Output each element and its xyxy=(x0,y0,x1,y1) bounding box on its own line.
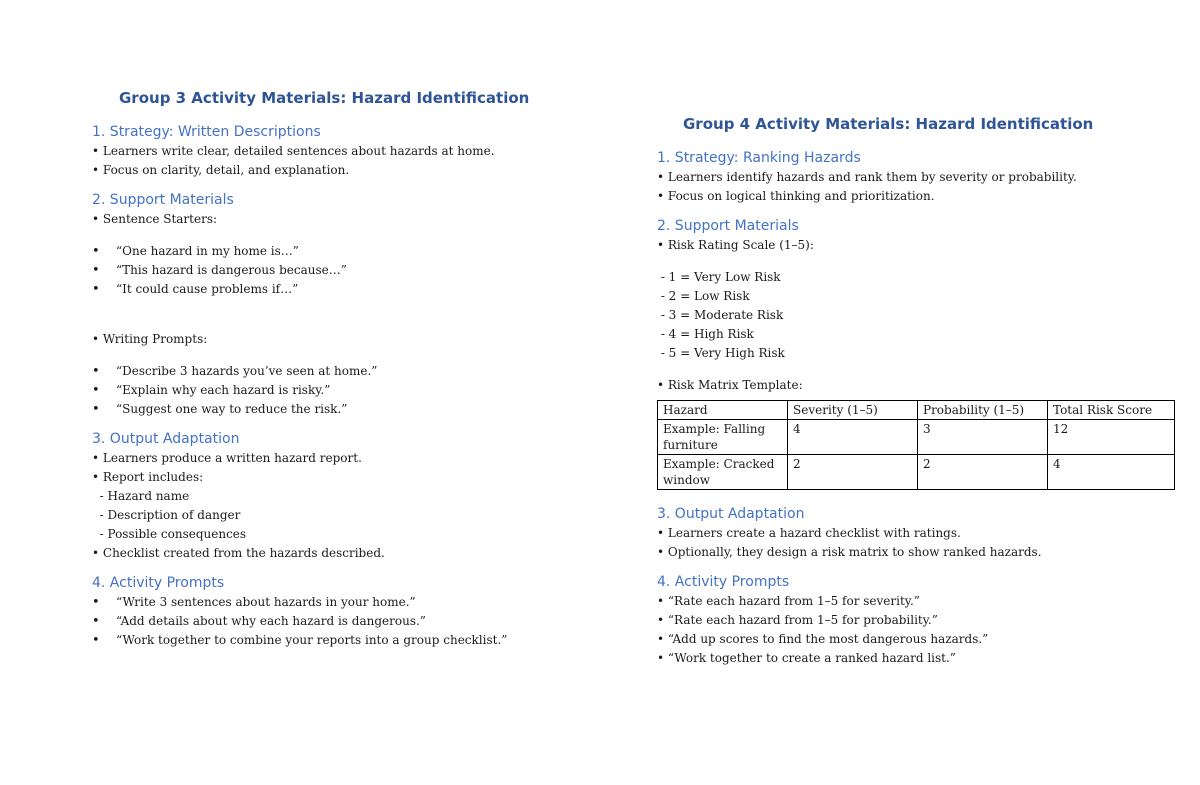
list-item: • “Write 3 sentences about hazards in your home.” xyxy=(92,593,612,612)
risk-scale-item: - 1 = Very Low Risk xyxy=(657,270,781,284)
activity-prompts-list xyxy=(92,593,612,650)
list-item: • “Explain why each hazard is risky.” xyxy=(92,381,612,400)
group4-column xyxy=(657,114,1177,668)
group4-output-line: • Learners create a hazard checklist with ratings. xyxy=(657,526,961,540)
table-cell: 3 xyxy=(918,420,1048,455)
writing-prompts-list xyxy=(92,362,612,419)
group4-support-heading: 2. Support Materials xyxy=(657,218,799,234)
group4-activity-heading: 4. Activity Prompts xyxy=(657,574,790,590)
group4-output-heading: 3. Output Adaptation xyxy=(657,506,805,522)
table-header-row xyxy=(658,401,1175,420)
group3-title: Group 3 Activity Materials: Hazard Identification xyxy=(119,89,530,107)
group3-output-heading: 3. Output Adaptation xyxy=(92,431,240,447)
list-item: • “Work together to combine your reports into a group checklist.” xyxy=(92,631,612,650)
table-cell: 4 xyxy=(788,420,918,455)
table-cell: 2 xyxy=(788,455,918,490)
risk-scale-item: - 3 = Moderate Risk xyxy=(657,308,784,322)
group3-output-line: • Learners produce a written hazard report. xyxy=(92,451,362,465)
table-cell: Example: Falling furniture xyxy=(658,420,788,455)
table-header-cell: Total Risk Score xyxy=(1048,401,1175,420)
list-item: • “Suggest one way to reduce the risk.” xyxy=(92,400,612,419)
table-header-cell: Severity (1–5) xyxy=(788,401,918,420)
group4-activity-line: • “Add up scores to find the most dangerous hazards.” xyxy=(657,632,989,646)
risk-scale-label: • Risk Rating Scale (1–5): xyxy=(657,238,814,252)
group3-output-line: - Possible consequences xyxy=(92,527,247,541)
group4-title: Group 4 Activity Materials: Hazard Identification xyxy=(683,115,1094,133)
group3-activity-heading: 4. Activity Prompts xyxy=(92,575,225,591)
table-cell: 12 xyxy=(1048,420,1175,455)
writing-prompts-label: • Writing Prompts: xyxy=(92,332,208,346)
group3-output-line: - Hazard name xyxy=(92,489,190,503)
group3-strategy-line: • Focus on clarity, detail, and explanation. xyxy=(92,163,350,177)
group4-output-line: • Optionally, they design a risk matrix to show ranked hazards. xyxy=(657,545,1042,559)
group3-strategy-line: • Learners write clear, detailed sentences about hazards at home. xyxy=(92,144,495,158)
group4-activity-line: • “Rate each hazard from 1–5 for probability.” xyxy=(657,613,938,627)
table-cell: 2 xyxy=(918,455,1048,490)
risk-scale-item: - 2 = Low Risk xyxy=(657,289,750,303)
table-header-cell: Hazard xyxy=(658,401,788,420)
group3-support-heading: 2. Support Materials xyxy=(92,192,234,208)
group4-strategy-line: • Focus on logical thinking and prioritization. xyxy=(657,189,935,203)
group3-strategy-heading: 1. Strategy: Written Descriptions xyxy=(92,124,321,140)
list-item: • “One hazard in my home is…” xyxy=(92,242,612,261)
group4-strategy-line: • Learners identify hazards and rank them by severity or probability. xyxy=(657,170,1077,184)
table-cell: Example: Cracked window xyxy=(658,455,788,490)
table-cell: 4 xyxy=(1048,455,1175,490)
sentence-starters-label: • Sentence Starters: xyxy=(92,212,218,226)
table-header-cell: Probability (1–5) xyxy=(918,401,1048,420)
list-item: • “This hazard is dangerous because…” xyxy=(92,261,612,280)
list-item: • “Describe 3 hazards you’ve seen at home.” xyxy=(92,362,612,381)
table-row xyxy=(658,455,1175,490)
list-item: • “It could cause problems if…” xyxy=(92,280,612,299)
group3-output-line: • Checklist created from the hazards described. xyxy=(92,546,385,560)
risk-matrix-table xyxy=(657,400,1175,490)
group3-output-line: • Report includes: xyxy=(92,470,204,484)
group4-strategy-heading: 1. Strategy: Ranking Hazards xyxy=(657,150,861,166)
risk-scale-item: - 5 = Very High Risk xyxy=(657,346,785,360)
group3-column xyxy=(92,88,612,650)
group3-output-line: - Description of danger xyxy=(92,508,241,522)
group4-activity-line: • “Work together to create a ranked hazard list.” xyxy=(657,651,956,665)
sentence-starters-list xyxy=(92,242,612,299)
group4-activity-line: • “Rate each hazard from 1–5 for severity.” xyxy=(657,594,920,608)
risk-matrix-label: • Risk Matrix Template: xyxy=(657,378,803,392)
list-item: • “Add details about why each hazard is dangerous.” xyxy=(92,612,612,631)
table-row xyxy=(658,420,1175,455)
risk-scale-item: - 4 = High Risk xyxy=(657,327,754,341)
